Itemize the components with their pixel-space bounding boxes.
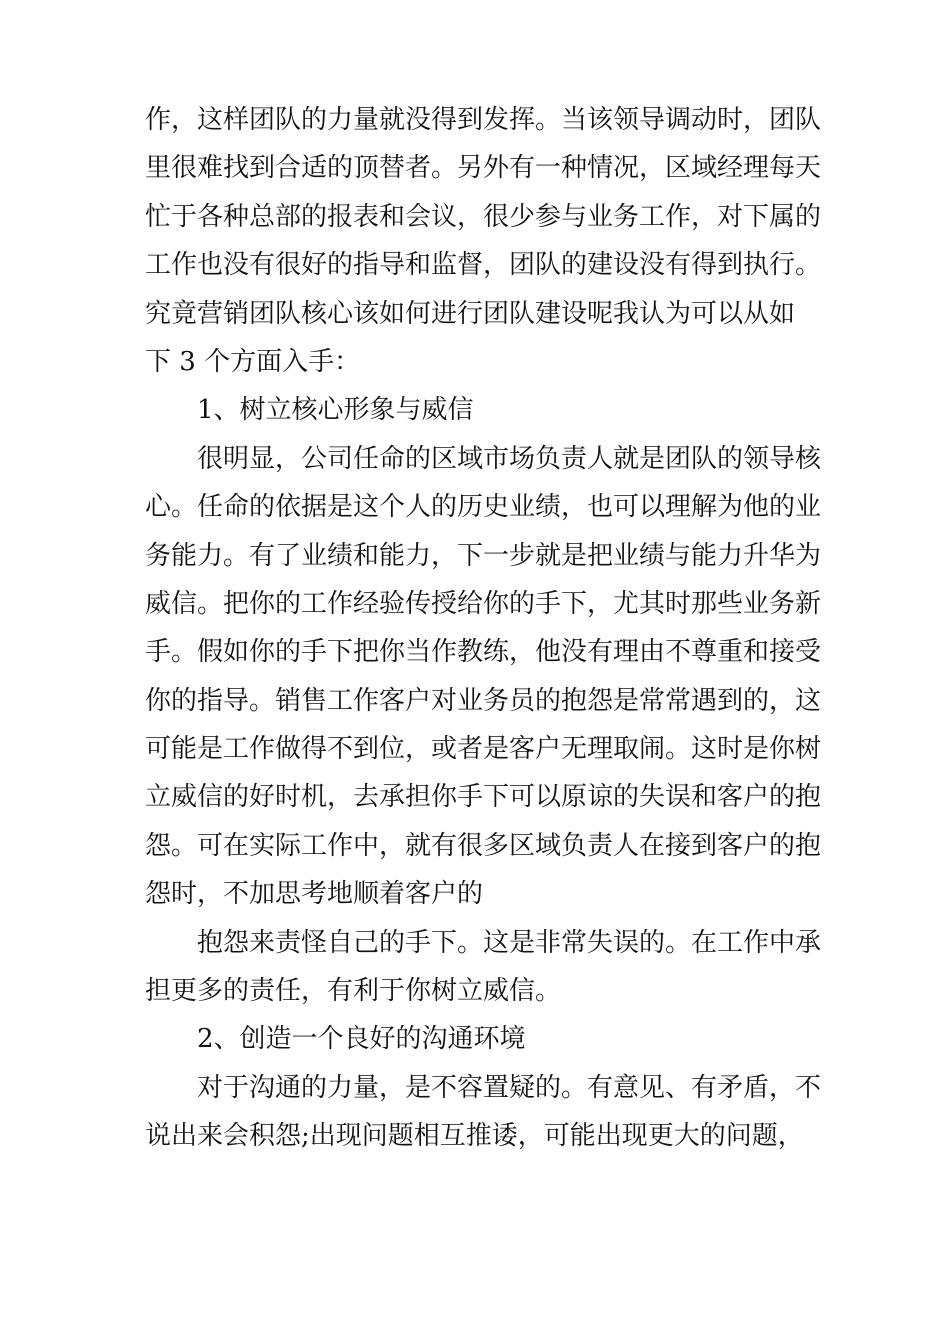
text-line: 立威信的好时机，去承担你手下可以原谅的失误和客户的抱 — [145, 782, 822, 813]
text-line: 里很难找到合适的顶替者。另外有一种情况，区域经理每天 — [145, 153, 822, 184]
section-heading: 2、创造一个良好的沟通环境 — [197, 1024, 526, 1055]
text-line: 怨时，不加思考地顺着客户的 — [145, 879, 484, 910]
text-line: 作，这样团队的力量就没得到发挥。当该领导调动时，团队 — [145, 105, 822, 135]
paragraph-start: 抱怨来责怪自己的手下。这是非常失误的。在工作中承 — [197, 927, 822, 958]
text-line: 下 3 个方面入手： — [145, 346, 361, 377]
paragraph-start: 对于沟通的力量，是不容置疑的。有意见、有矛盾，不 — [197, 1072, 822, 1103]
section-heading: 1、树立核心形象与威信 — [197, 395, 474, 426]
text-line: 忙于各种总部的报表和会议，很少参与业务工作，对下属的 — [145, 201, 822, 232]
paragraph-start: 很明显，公司任命的区域市场负责人就是团队的领导核 — [197, 443, 822, 474]
text-line: 究竟营销团队核心该如何进行团队建设呢我认为可以从如 — [145, 298, 796, 329]
text-line: 说出来会积怨;出现问题相互推诿，可能出现更大的问题， — [145, 1121, 804, 1152]
text-line: 威信。把你的工作经验传授给你的手下，尤其时那些业务新 — [145, 588, 822, 619]
document-body — [145, 96, 825, 1161]
text-line: 务能力。有了业绩和能力，下一步就是把业绩与能力升华为 — [145, 540, 822, 571]
text-line: 怨。可在实际工作中，就有很多区域负责人在接到客户的抱 — [145, 830, 822, 861]
text-line: 可能是工作做得不到位，或者是客户无理取闹。这时是你树 — [145, 734, 822, 765]
text-line: 心。任命的依据是这个人的历史业绩，也可以理解为他的业 — [145, 492, 822, 523]
text-line: 你的指导。销售工作客户对业务员的抱怨是常常遇到的，这 — [145, 685, 822, 716]
text-line: 手。假如你的手下把你当作教练，他没有理由不尊重和接受 — [145, 637, 822, 668]
text-line: 工作也没有很好的指导和监督，团队的建设没有得到执行。 — [145, 250, 822, 281]
text-line: 担更多的责任，有利于你树立威信。 — [145, 976, 562, 1007]
